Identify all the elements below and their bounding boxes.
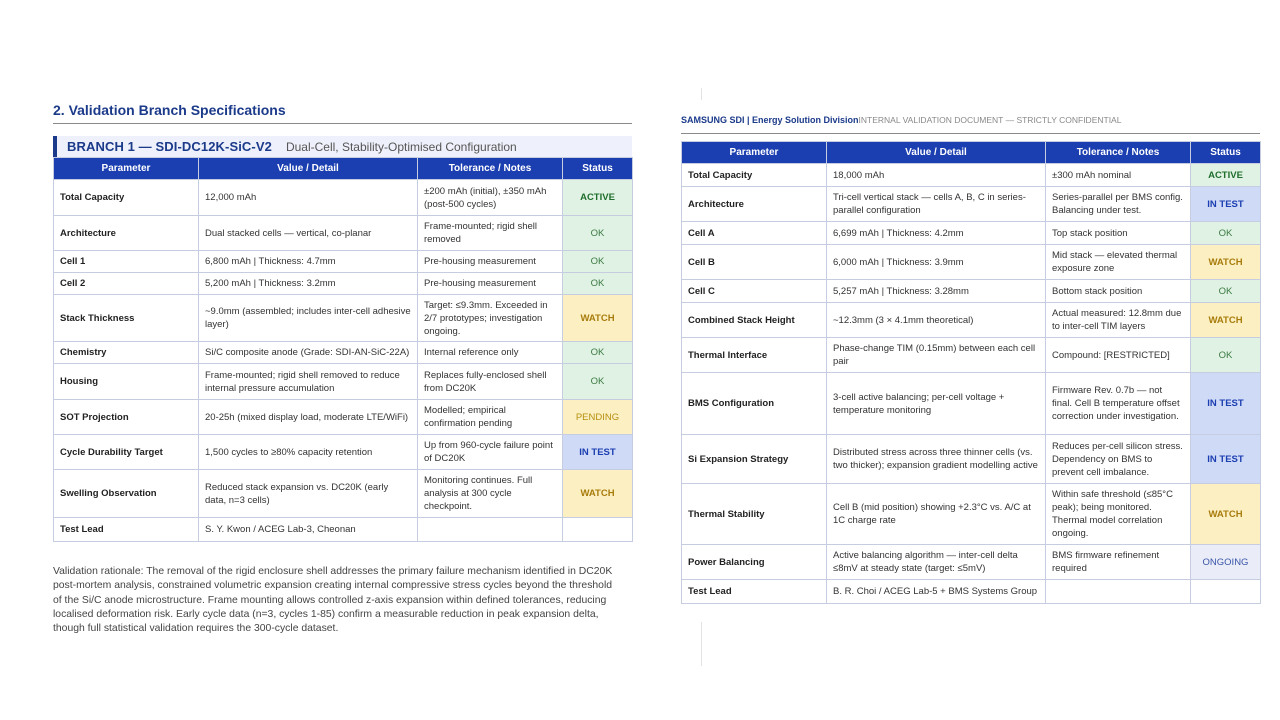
status-badge: IN TEST — [1191, 435, 1261, 484]
status-badge: IN TEST — [1191, 187, 1261, 222]
status-badge: WATCH — [1191, 484, 1261, 545]
table-row — [54, 435, 633, 470]
header-status: Status — [1191, 142, 1261, 164]
param-cell: Test Lead — [682, 580, 827, 604]
param-cell: Cycle Durability Target — [54, 435, 199, 470]
value-cell: Tri-cell vertical stack — cells A, B, C in series-parallel configuration — [827, 187, 1046, 222]
param-cell: Cell A — [682, 222, 827, 245]
value-cell: 12,000 mAh — [199, 180, 418, 216]
notes-cell: Frame-mounted; rigid shell removed — [418, 216, 563, 251]
table-row — [54, 342, 633, 364]
value-cell: S. Y. Kwon / ACEG Lab-3, Cheonan — [199, 518, 418, 542]
status-badge: ONGOING — [1191, 545, 1261, 580]
param-cell: Architecture — [682, 187, 827, 222]
table-row — [682, 545, 1261, 580]
notes-cell — [1046, 580, 1191, 604]
notes-cell: BMS firmware refinement required — [1046, 545, 1191, 580]
notes-cell: ±200 mAh (initial), ±350 mAh (post-500 cycles) — [418, 180, 563, 216]
table-row — [682, 245, 1261, 280]
notes-cell: Firmware Rev. 0.7b — not final. Cell B temperature offset correction under investigation. — [1046, 373, 1191, 435]
param-cell: Swelling Observation — [54, 470, 199, 518]
param-cell: Test Lead — [54, 518, 199, 542]
table-row — [54, 400, 633, 435]
branch-subtitle: Dual-Cell, Stability-Optimised Configuration — [285, 139, 517, 154]
value-cell: Distributed stress across three thinner cells (vs. two thicker); expansion gradient modelling active — [827, 435, 1046, 484]
param-cell: Thermal Interface — [682, 338, 827, 373]
param-cell: Total Capacity — [682, 164, 827, 187]
param-cell: Cell B — [682, 245, 827, 280]
param-cell: SOT Projection — [54, 400, 199, 435]
notes-cell: Actual measured: 12.8mm due to inter-cell TIM layers — [1046, 303, 1191, 338]
status-badge: WATCH — [563, 470, 633, 518]
header-parameter: Parameter — [682, 142, 827, 164]
param-cell: Cell 2 — [54, 273, 199, 295]
notes-cell: Mid stack — elevated thermal exposure zone — [1046, 245, 1191, 280]
status-badge — [1191, 580, 1261, 604]
table-row — [54, 216, 633, 251]
value-cell: 3-cell active balancing; per-cell voltage + temperature monitoring — [827, 373, 1046, 435]
status-badge: WATCH — [1191, 245, 1261, 280]
status-badge: WATCH — [563, 295, 633, 342]
value-cell: Si/C composite anode (Grade: SDI-AN-SiC-22A) — [199, 342, 418, 364]
table-header-row — [682, 142, 1261, 164]
notes-cell: Replaces fully-enclosed shell from DC20K — [418, 364, 563, 400]
table-row — [682, 435, 1261, 484]
notes-cell: ±300 mAh nominal — [1046, 164, 1191, 187]
value-cell: Cell B (mid position) showing +2.3°C vs. A/C at 1C charge rate — [827, 484, 1046, 545]
param-cell: Si Expansion Strategy — [682, 435, 827, 484]
right-page — [681, 115, 1260, 604]
table-row — [682, 280, 1261, 303]
status-badge: OK — [563, 251, 633, 273]
confidential-notice: INTERNAL VALIDATION DOCUMENT — STRICTLY CONFIDENTIAL — [858, 115, 1122, 125]
value-cell: 1,500 cycles to ≥80% capacity retention — [199, 435, 418, 470]
validation-rationale: Validation rationale: The removal of the rigid enclosure shell addresses the primary failure mechanism identified in DC20K post-mortem analysis, constrained volumetric expansion creating internal compressive stress cycles beyond the threshold of the Si/C anode microstructure. Frame mounting allows controlled z-axis expansion within defined tolerances, reducing localised deformation risk. Early cycle data (n=3, cycles 1-85) confirm a measurable reduction in peak expansion delta, though full statistical validation requires the 300-cycle dataset. — [53, 566, 613, 635]
status-badge: OK — [1191, 280, 1261, 303]
value-cell: Dual stacked cells — vertical, co-planar — [199, 216, 418, 251]
param-cell: Combined Stack Height — [682, 303, 827, 338]
status-badge: OK — [563, 342, 633, 364]
param-cell: Power Balancing — [682, 545, 827, 580]
table-row — [682, 373, 1261, 435]
value-cell: Phase-change TIM (0.15mm) between each cell pair — [827, 338, 1046, 373]
header-status: Status — [563, 158, 633, 180]
table-row — [682, 164, 1261, 187]
table-row — [54, 273, 633, 295]
notes-cell — [418, 518, 563, 542]
branch1-table-body — [54, 180, 633, 542]
status-badge: OK — [1191, 222, 1261, 245]
value-cell: 6,800 mAh | Thickness: 4.7mm — [199, 251, 418, 273]
status-badge: OK — [563, 364, 633, 400]
header-notes: Tolerance / Notes — [418, 158, 563, 180]
status-badge: ACTIVE — [1191, 164, 1261, 187]
status-badge: PENDING — [563, 400, 633, 435]
value-cell: ~12.3mm (3 × 4.1mm theoretical) — [827, 303, 1046, 338]
notes-cell: Within safe threshold (≤85°C peak); being monitored. Thermal model correlation ongoing. — [1046, 484, 1191, 545]
status-badge: IN TEST — [563, 435, 633, 470]
param-cell: Housing — [54, 364, 199, 400]
header-notes: Tolerance / Notes — [1046, 142, 1191, 164]
table-row — [682, 222, 1261, 245]
table-row — [54, 470, 633, 518]
table-row — [682, 580, 1261, 604]
notes-cell: Pre-housing measurement — [418, 273, 563, 295]
value-cell: Frame-mounted; rigid shell removed to reduce internal pressure accumulation — [199, 364, 418, 400]
param-cell: Thermal Stability — [682, 484, 827, 545]
table-row — [54, 295, 633, 342]
status-badge: IN TEST — [1191, 373, 1261, 435]
param-cell: BMS Configuration — [682, 373, 827, 435]
notes-cell: Up from 960-cycle failure point of DC20K — [418, 435, 563, 470]
value-cell: Reduced stack expansion vs. DC20K (early data, n=3 cells) — [199, 470, 418, 518]
branch2-spec-table — [681, 141, 1261, 604]
table-header-row — [54, 158, 633, 180]
param-cell: Cell 1 — [54, 251, 199, 273]
table-row — [54, 180, 633, 216]
status-badge: OK — [563, 273, 633, 295]
table-row — [682, 338, 1261, 373]
status-badge: ACTIVE — [563, 180, 633, 216]
notes-cell: Modelled; empirical confirmation pending — [418, 400, 563, 435]
table-row — [54, 518, 633, 542]
header-brand: SAMSUNG SDI | Energy Solution Division — [681, 115, 859, 125]
value-cell: B. R. Choi / ACEG Lab-5 + BMS Systems Group — [827, 580, 1046, 604]
param-cell: Chemistry — [54, 342, 199, 364]
page-divider-bottom — [701, 622, 702, 666]
table-row — [682, 303, 1261, 338]
status-badge: WATCH — [1191, 303, 1261, 338]
header-parameter: Parameter — [54, 158, 199, 180]
status-badge: OK — [563, 216, 633, 251]
status-badge: OK — [1191, 338, 1261, 373]
status-badge — [563, 518, 633, 542]
branch-header — [53, 136, 632, 157]
value-cell: 6,699 mAh | Thickness: 4.2mm — [827, 222, 1046, 245]
value-cell: 5,257 mAh | Thickness: 3.28mm — [827, 280, 1046, 303]
notes-cell: Top stack position — [1046, 222, 1191, 245]
param-cell: Total Capacity — [54, 180, 199, 216]
branch1-spec-table — [53, 157, 633, 542]
param-cell: Cell C — [682, 280, 827, 303]
notes-cell: Bottom stack position — [1046, 280, 1191, 303]
value-cell: 20-25h (mixed display load, moderate LTE/WiFi) — [199, 400, 418, 435]
notes-cell: Pre-housing measurement — [418, 251, 563, 273]
header-value: Value / Detail — [827, 142, 1046, 164]
notes-cell: Target: ≤9.3mm. Exceeded in 2/7 prototypes; investigation ongoing. — [418, 295, 563, 342]
value-cell: 5,200 mAh | Thickness: 3.2mm — [199, 273, 418, 295]
section-title: 2. Validation Branch Specifications — [53, 102, 632, 124]
table-row — [682, 484, 1261, 545]
branch-name: BRANCH 1 — SDI-DC12K-SiC-V2 — [67, 139, 272, 154]
table-row — [54, 251, 633, 273]
notes-cell: Internal reference only — [418, 342, 563, 364]
value-cell: Active balancing algorithm — inter-cell delta ≤8mV at steady state (target: ≤5mV) — [827, 545, 1046, 580]
value-cell: ~9.0mm (assembled; includes inter-cell adhesive layer) — [199, 295, 418, 342]
param-cell: Architecture — [54, 216, 199, 251]
notes-cell: Series-parallel per BMS config. Balancing under test. — [1046, 187, 1191, 222]
param-cell: Stack Thickness — [54, 295, 199, 342]
notes-cell: Reduces per-cell silicon stress. Dependency on BMS to prevent cell imbalance. — [1046, 435, 1191, 484]
branch2-table-body — [682, 164, 1261, 604]
page-divider-top — [701, 88, 702, 100]
notes-cell: Compound: [RESTRICTED] — [1046, 338, 1191, 373]
table-row — [54, 364, 633, 400]
left-page — [53, 102, 632, 636]
value-cell: 6,000 mAh | Thickness: 3.9mm — [827, 245, 1046, 280]
table-row — [682, 187, 1261, 222]
document-header — [681, 115, 1260, 134]
notes-cell: Monitoring continues. Full analysis at 300 cycle checkpoint. — [418, 470, 563, 518]
header-value: Value / Detail — [199, 158, 418, 180]
value-cell: 18,000 mAh — [827, 164, 1046, 187]
